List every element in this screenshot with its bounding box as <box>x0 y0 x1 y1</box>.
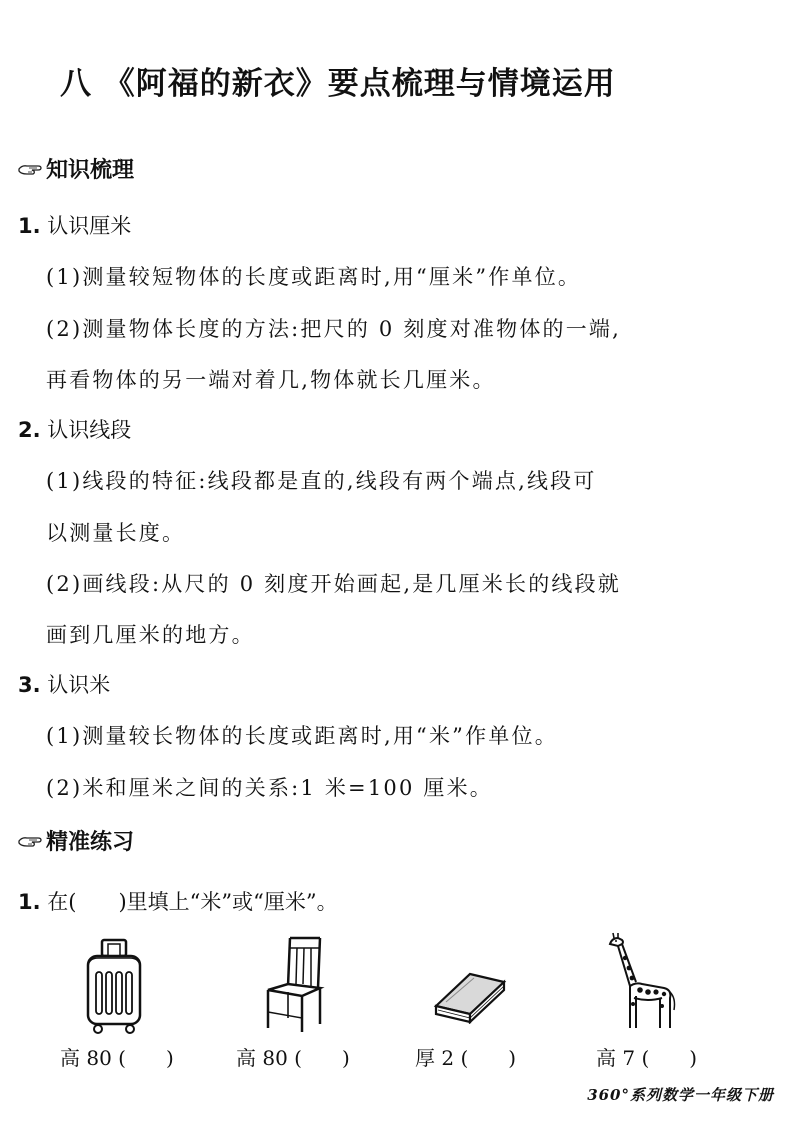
figure-book <box>432 968 508 1028</box>
section-heading-label: 精准练习 <box>46 830 135 855</box>
figure-caption: 高 80 ( ) <box>60 1046 174 1070</box>
body-line: 画到几厘米的地方。 <box>46 623 255 647</box>
item-heading-1 <box>18 210 131 240</box>
pointing-hand-icon <box>18 162 44 176</box>
item-number: 2. <box>18 418 41 442</box>
page-title: 八 《阿福的新衣》要点梳理与情境运用 <box>60 66 616 102</box>
exercise-text: 在( )里填上“米”或“厘米”。 <box>47 890 338 914</box>
page-footer: 360°系列数学一年级下册 <box>587 1086 774 1104</box>
body-line: (2)米和厘米之间的关系:1 米=100 厘米。 <box>46 776 494 800</box>
body-line: (1)测量较长物体的长度或距离时,用“米”作单位。 <box>46 724 558 748</box>
section-heading-label: 知识梳理 <box>46 158 135 183</box>
exercise-number: 1. <box>18 890 41 914</box>
item-heading-2 <box>18 414 131 444</box>
section-heading-knowledge <box>18 153 134 184</box>
body-line: 再看物体的另一端对着几,物体就长几厘米。 <box>46 368 496 392</box>
book-icon <box>432 968 508 1024</box>
figure-caption: 高 7 ( ) <box>596 1046 698 1070</box>
body-line: 以测量长度。 <box>46 521 186 545</box>
item-heading-3 <box>18 669 110 699</box>
body-line: (1)测量较短物体的长度或距离时,用“厘米”作单位。 <box>46 265 582 289</box>
body-line: (2)测量物体长度的方法:把尺的 0 刻度对准物体的一端, <box>46 317 622 341</box>
chair-icon <box>262 934 326 1034</box>
item-title: 认识厘米 <box>47 214 132 238</box>
figure-chair <box>262 934 326 1038</box>
section-heading-practice <box>18 825 134 856</box>
figure-caption: 厚 2 ( ) <box>415 1046 517 1070</box>
item-number: 3. <box>18 673 41 697</box>
figure-giraffe <box>600 932 680 1036</box>
item-number: 1. <box>18 214 41 238</box>
figure-caption: 高 80 ( ) <box>236 1046 350 1070</box>
body-line: (1)线段的特征:线段都是直的,线段有两个端点,线段可 <box>46 469 597 493</box>
item-title: 认识线段 <box>47 418 132 442</box>
giraffe-icon <box>600 932 680 1032</box>
suitcase-icon <box>82 938 146 1034</box>
figure-suitcase <box>82 938 146 1038</box>
body-line: (2)画线段:从尺的 0 刻度开始画起,是几厘米长的线段就 <box>46 572 622 596</box>
pointing-hand-icon <box>18 834 44 848</box>
item-title: 认识米 <box>47 673 111 697</box>
exercise-prompt <box>18 886 338 916</box>
